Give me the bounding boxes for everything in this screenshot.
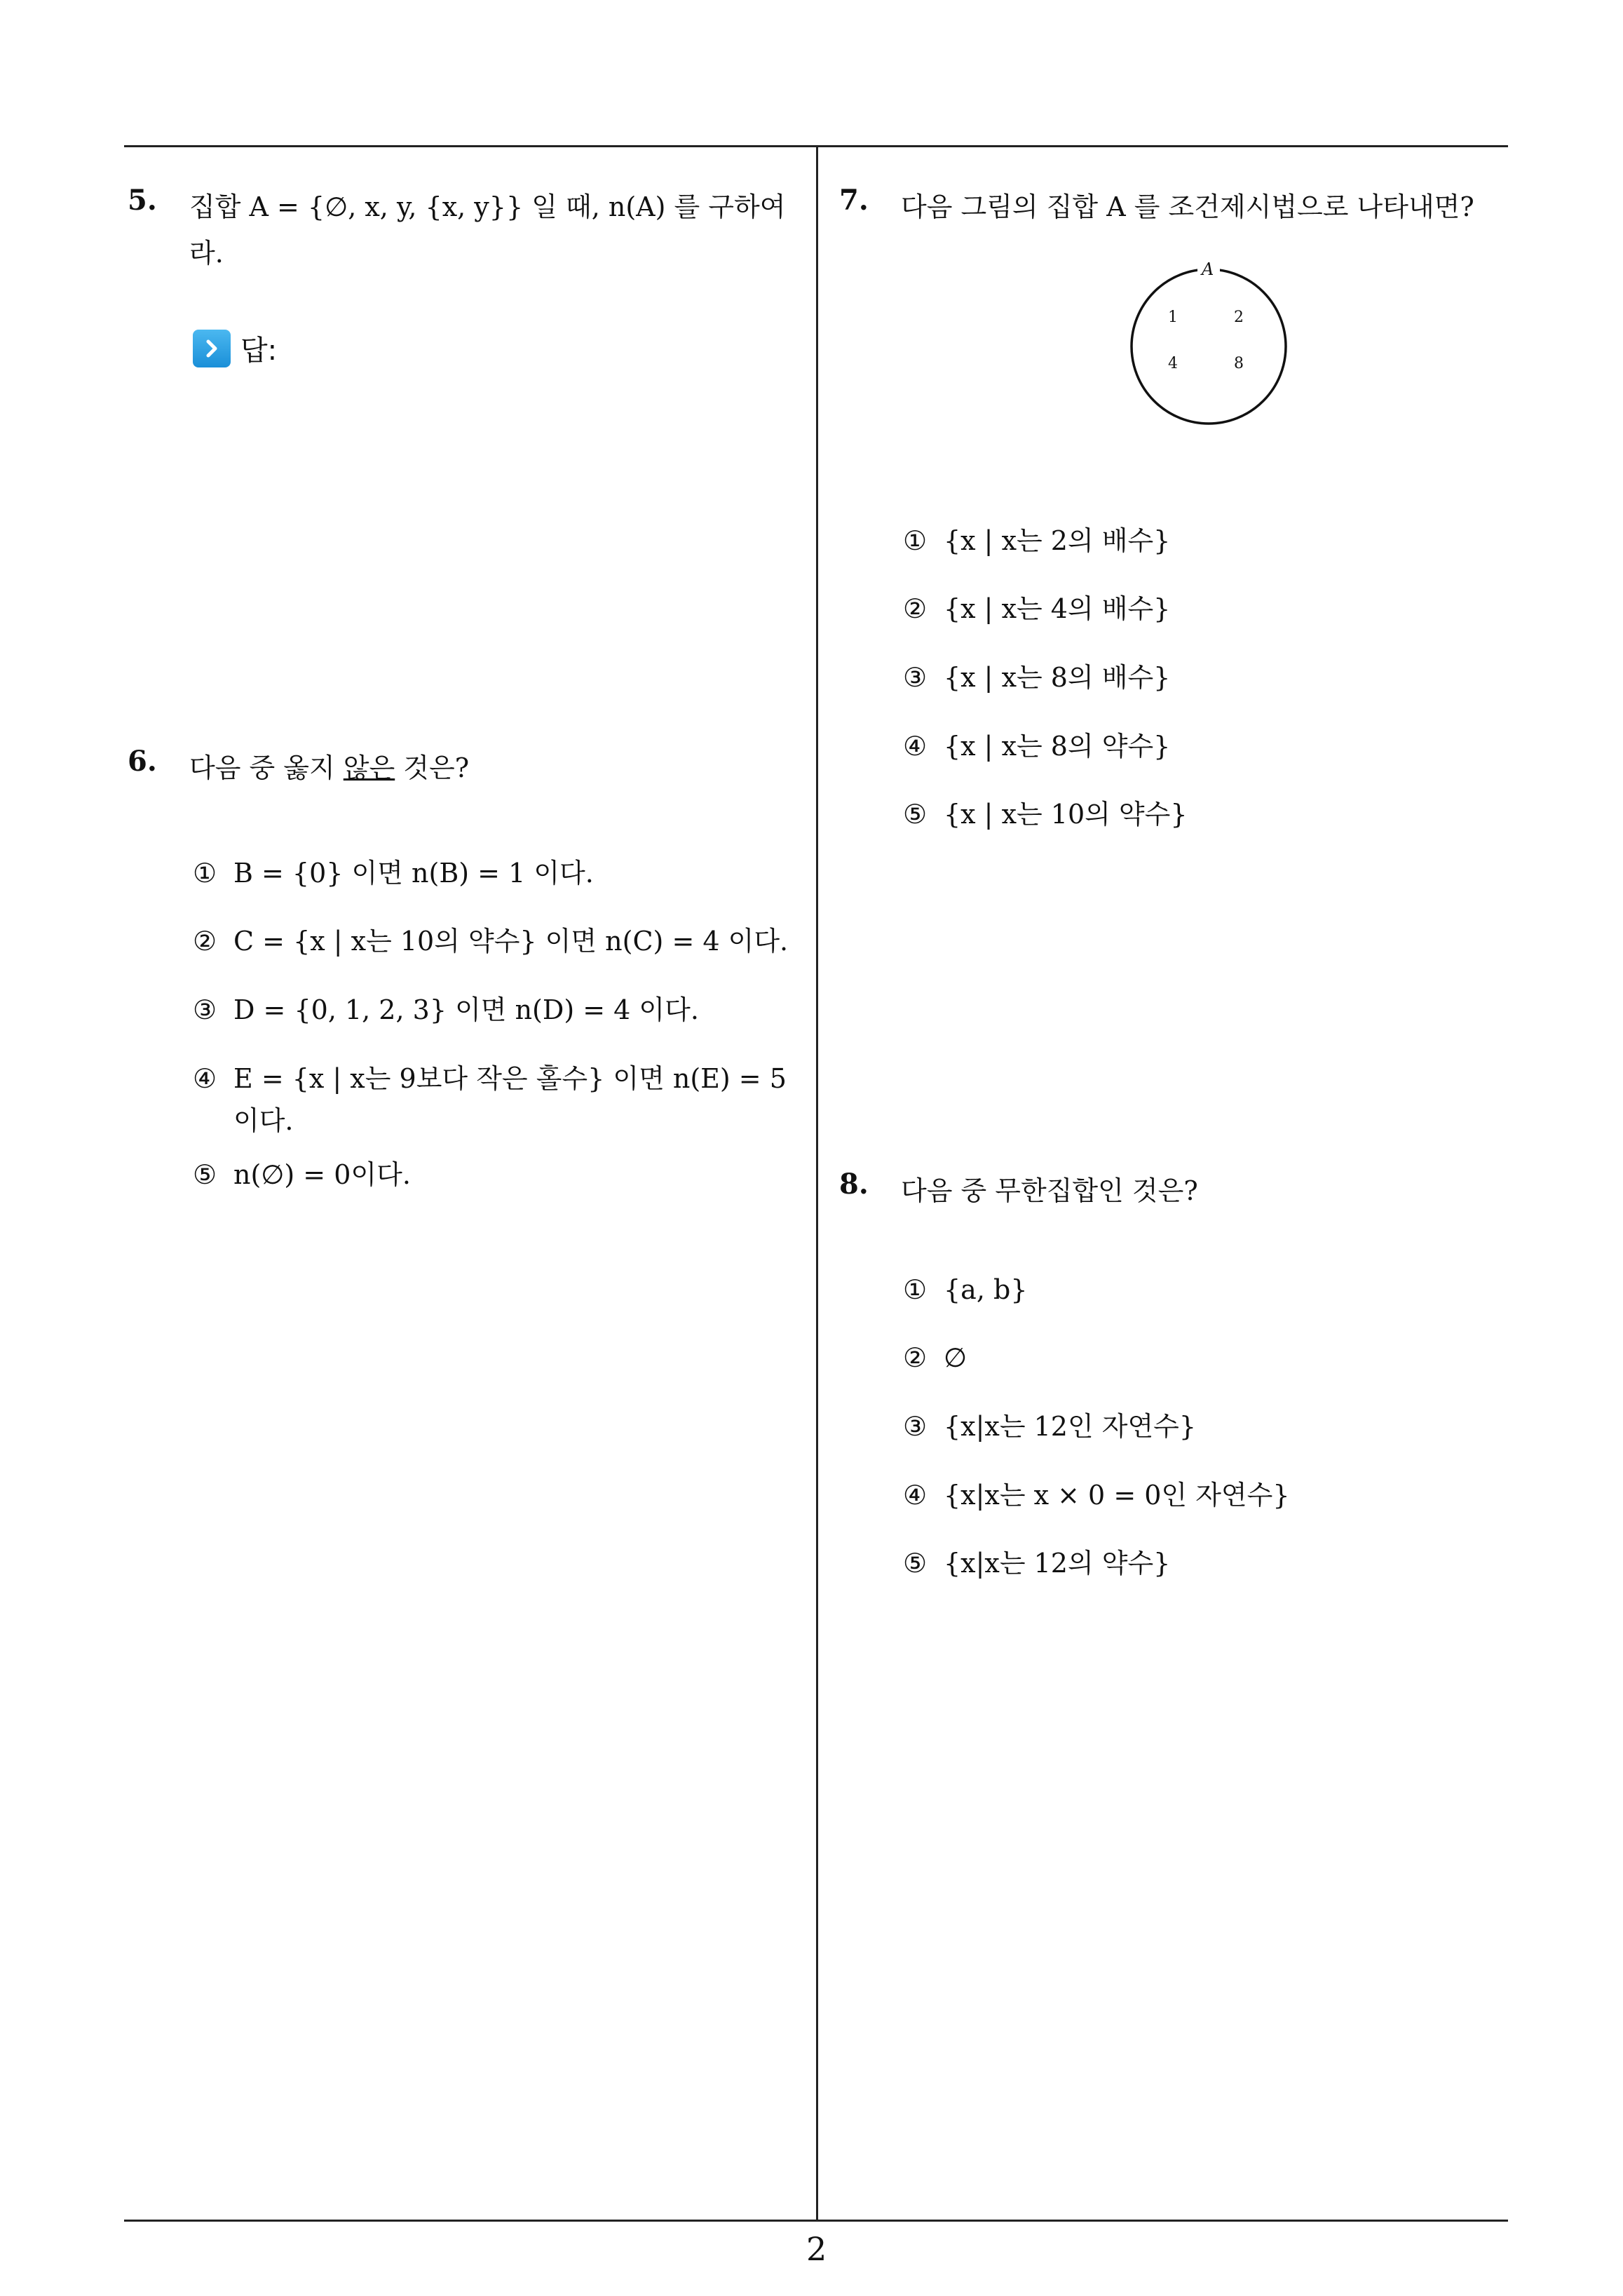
page-number: 2 xyxy=(806,2230,827,2268)
question-number: 7. xyxy=(839,184,869,217)
choice-3[interactable] xyxy=(193,989,699,1031)
choice-mark: ⑤ xyxy=(903,1548,928,1579)
set-element: 4 xyxy=(1168,355,1178,372)
choice-text: n(∅) = 0이다. xyxy=(233,1159,411,1190)
choice-5[interactable] xyxy=(903,1542,1170,1584)
set-label: A xyxy=(1202,259,1214,279)
choice-3[interactable] xyxy=(903,656,1170,698)
choice-mark: ⑤ xyxy=(193,1159,217,1190)
question-text-part: 다음 중 옳지 xyxy=(189,752,344,783)
choice-4[interactable] xyxy=(193,1058,787,1142)
choice-5[interactable] xyxy=(193,1154,411,1196)
choice-text: C = {x | x는 10의 약수} 이면 n(C) = 4 이다. xyxy=(233,926,789,957)
choice-mark: ④ xyxy=(903,731,928,762)
bottom-rule xyxy=(124,2220,1508,2222)
choice-mark: ③ xyxy=(193,994,217,1025)
choice-1[interactable] xyxy=(903,1269,1028,1311)
choice-mark: ① xyxy=(193,858,217,889)
choice-2[interactable] xyxy=(903,588,1170,630)
choice-mark: ① xyxy=(903,525,928,556)
set-element: 1 xyxy=(1168,309,1178,326)
set-element: 2 xyxy=(1234,309,1244,326)
choice-text: {x|x는 12인 자연수} xyxy=(944,1411,1197,1442)
choice-mark: ③ xyxy=(903,1411,928,1442)
question-number: 5. xyxy=(128,184,157,217)
choice-mark: ② xyxy=(903,1342,928,1373)
venn-circle xyxy=(1125,259,1293,428)
choice-text: {x|x는 x × 0 = 0인 자연수} xyxy=(944,1480,1290,1511)
choice-text-continued: 이다. xyxy=(233,1105,294,1136)
choice-4[interactable] xyxy=(903,725,1170,767)
choice-text: D = {0, 1, 2, 3} 이면 n(D) = 4 이다. xyxy=(233,994,699,1025)
choice-text: B = {0} 이면 n(B) = 1 이다. xyxy=(233,858,594,889)
question-text: 다음 중 무한집합인 것은? xyxy=(901,1175,1198,1206)
choice-text: {x | x는 10의 약수} xyxy=(944,799,1188,830)
choice-2[interactable] xyxy=(903,1337,967,1379)
choice-mark: ② xyxy=(903,593,928,624)
choice-5[interactable] xyxy=(903,793,1188,835)
choice-mark: ④ xyxy=(193,1063,217,1094)
question-text-line: 집합 A = {∅, x, y, {x, y}} 일 때, n(A) 를 구하여 xyxy=(189,191,786,222)
choice-3[interactable] xyxy=(903,1405,1196,1447)
choice-2[interactable] xyxy=(193,920,788,962)
choice-mark: ② xyxy=(193,926,217,957)
choice-4[interactable] xyxy=(903,1474,1290,1516)
choice-text: {a, b} xyxy=(944,1274,1028,1305)
choice-text: {x | x는 8의 배수} xyxy=(944,662,1171,693)
question-text-part: 것은? xyxy=(395,752,470,783)
choice-text: E = {x | x는 9보다 작은 홀수} 이면 n(E) = 5 xyxy=(233,1063,787,1094)
column-divider xyxy=(816,147,818,2220)
answer-field[interactable] xyxy=(193,328,277,368)
question-text xyxy=(189,745,806,791)
venn-diagram xyxy=(1125,259,1293,428)
choice-mark: ③ xyxy=(903,662,928,693)
choice-1[interactable] xyxy=(903,520,1170,562)
choice-mark: ① xyxy=(903,1274,928,1305)
choice-text: {x|x는 12의 약수} xyxy=(944,1548,1171,1579)
choice-text: {x | x는 4의 배수} xyxy=(944,593,1171,624)
set-element: 8 xyxy=(1234,355,1244,372)
question-number: 8. xyxy=(839,1168,869,1201)
answer-label: 답: xyxy=(240,335,278,367)
choice-1[interactable] xyxy=(193,852,594,894)
choice-mark: ⑤ xyxy=(903,799,928,830)
question-text-line: 라. xyxy=(189,238,224,269)
question-text xyxy=(189,184,806,276)
question-text: 다음 그림의 집합 A 를 조건제시법으로 나타내면? xyxy=(901,191,1474,222)
question-number: 6. xyxy=(128,745,157,778)
choice-text: {x | x는 8의 약수} xyxy=(944,731,1171,762)
choice-mark: ④ xyxy=(903,1480,928,1511)
choice-text: {x | x는 2의 배수} xyxy=(944,525,1171,556)
choice-text: ∅ xyxy=(944,1342,967,1373)
underlined-word: 않은 xyxy=(343,752,395,783)
chevron-right-icon xyxy=(193,330,231,367)
